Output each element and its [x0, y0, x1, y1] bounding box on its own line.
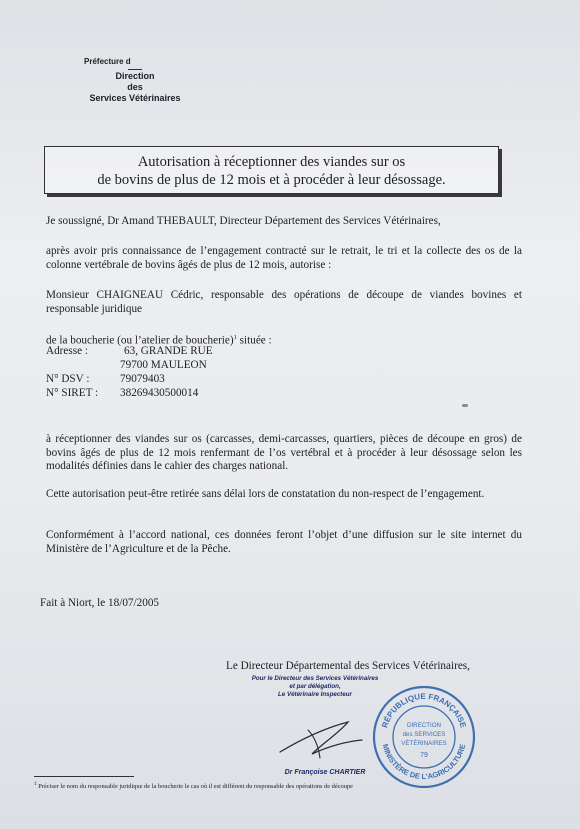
- delegation-block: [240, 675, 390, 699]
- beneficiary-paragraph: Monsieur CHAIGNEAU Cédric, responsable des opérations de découpe de viandes bovines et responsable juridique: [46, 289, 522, 315]
- delegation-line-1: Pour le Directeur des Services Vétérinaires: [251, 675, 379, 682]
- document-title-box: [44, 146, 499, 194]
- signer-name: Dr Françoise CHARTIER: [284, 769, 366, 776]
- prefecture-label: Préfecture d: [84, 57, 131, 66]
- withdrawal-paragraph: Cette autorisation peut-être retirée sans délai lors de constatation du non-respect de l’engagement.: [46, 488, 485, 500]
- delegation-line-3: Le Vétérinaire Inspecteur: [278, 691, 352, 698]
- handwritten-signature: [270, 710, 370, 765]
- title-line-1: Autorisation à réceptionner des viandes sur os: [137, 154, 406, 170]
- header-divider: [128, 69, 142, 70]
- place-and-date: Fait à Niort, le 18/07/2005: [40, 597, 160, 609]
- stamp-outer-bottom: MINISTÈRE DE L'AGRICULTURE: [380, 742, 468, 782]
- footnote-divider: [34, 776, 134, 777]
- issuer-line-3: Services Vétérinaires: [89, 93, 181, 103]
- footnote-text: Préciser le nom du responsable juridique de la boucherie le cas où il est différent du responsable des opérations de découpe: [38, 783, 353, 791]
- siret-label: N° SIRET :: [46, 387, 99, 399]
- footnote-reference: 1: [233, 334, 237, 341]
- issuer-header: [70, 56, 200, 104]
- stamp-inner-2: des SERVICES: [402, 731, 446, 738]
- dsv-label: N° DSV :: [46, 373, 90, 385]
- stamp-inner-3: VÉTÉRINAIRES: [401, 740, 447, 747]
- publication-paragraph: Conformément à l’accord national, ces données feront l’objet d’une diffusion sur le site internet du Ministère de l’Agriculture et de la Pêche.: [46, 529, 522, 555]
- stamp-number: 79: [420, 752, 428, 759]
- establishment-intro-suffix: située :: [236, 334, 272, 347]
- delegation-line-2: et par délégation,: [289, 683, 341, 690]
- issuer-line-1: Direction: [115, 71, 155, 81]
- considering-paragraph: après avoir pris connaissance de l’engagement contracté sur le retrait, le tri et la collecte des os de la colonne vertébrale de bovins âgés de plus de 12 mois, autorise :: [46, 245, 522, 271]
- official-stamp: [370, 683, 478, 791]
- signatory-title: Le Directeur Départemental des Services Vétérinaires,: [226, 660, 470, 672]
- siret-number: 38269430500014: [120, 387, 199, 399]
- paper-speck: [462, 404, 468, 407]
- address-line-2: 79700 MAULEON: [120, 359, 207, 371]
- title-line-2: de bovins de plus de 12 mois et à procéder à leur désossage.: [97, 172, 446, 188]
- address-line-1: 63, GRANDE RUE: [124, 345, 213, 357]
- issuer-line-2: des: [127, 82, 143, 92]
- establishment-intro-text: de la boucherie (ou l’atelier de boucherie): [46, 334, 234, 347]
- authorization-paragraph: à réceptionner des viandes sur os (carcasses, demi-carcasses, quartiers, pièces de découpe en gros) de bovins âgés de plus de 12 mois renfermant de l’os vertébral et à procéder à leur désossage selon les modalités définies dans le cahier des charges national.: [46, 433, 522, 472]
- dsv-number: 79079403: [120, 373, 165, 385]
- stamp-inner-1: DIRECTION: [406, 722, 442, 729]
- footnote: [34, 780, 554, 791]
- address-label: Adresse :: [46, 345, 88, 357]
- stamp-outer-top: RÉPUBLIQUE FRANÇAISE: [380, 691, 468, 729]
- intro-paragraph: Je soussigné, Dr Amand THEBAULT, Directeur Département des Services Vétérinaires,: [46, 215, 441, 227]
- footnote-mark: 1: [34, 781, 37, 787]
